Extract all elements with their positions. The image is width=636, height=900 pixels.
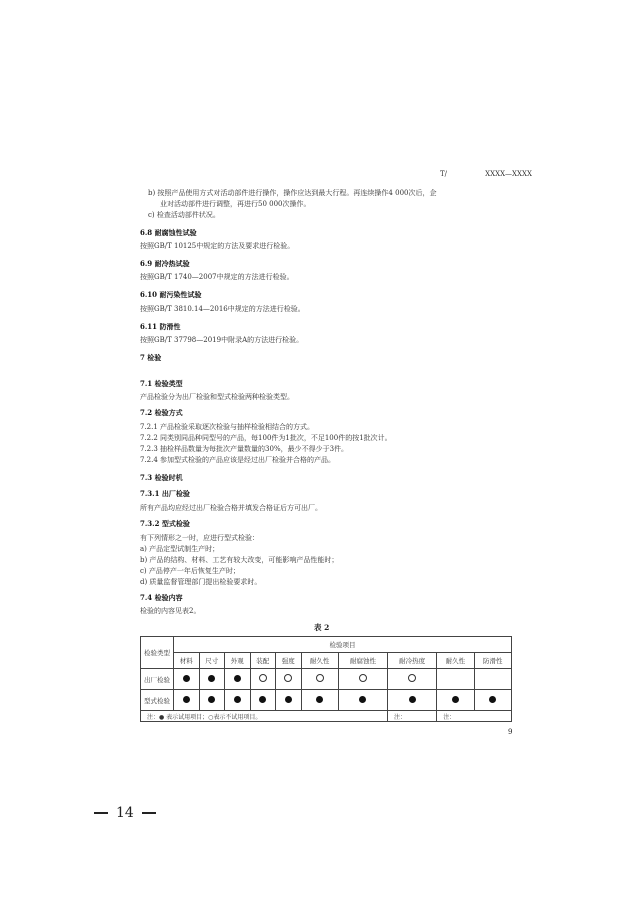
filled-dot-icon — [359, 696, 366, 703]
text-line: 7.2.1 产品检验采取逐次检验与抽样检验相结合的方式。 — [140, 423, 315, 431]
col-header-type: 检验类型 — [141, 637, 174, 669]
filled-dot-icon — [316, 696, 323, 703]
mark-cell — [174, 690, 200, 711]
inspection-table — [140, 636, 512, 722]
mark-cell — [338, 690, 387, 711]
item-header: 材料 — [174, 653, 200, 669]
header-right: XXXX—XXXX — [485, 170, 532, 178]
text-line: 7.2.3 抽检样品数量为每批次产量数量的30%，最少不得少于3件。 — [140, 445, 349, 453]
footer — [94, 805, 156, 821]
filled-dot-icon — [234, 696, 241, 703]
item-header: 防滑性 — [474, 653, 511, 669]
filled-dot-icon — [452, 696, 459, 703]
mark-cell — [388, 690, 437, 711]
row-label: 型式检验 — [141, 690, 174, 711]
mark-cell — [250, 690, 276, 711]
text-line: a) 产品定型试制生产时； — [140, 545, 220, 553]
section-heading: 6.11 防滑性 — [140, 322, 181, 331]
mark-cell — [225, 669, 251, 690]
text-line: b) 产品的结构、材料、工艺有较大改变，可能影响产品性能时； — [140, 556, 339, 564]
text-line: 检验的内容见表2。 — [140, 607, 201, 615]
filled-dot-icon — [285, 696, 292, 703]
filled-dot-icon — [234, 675, 241, 682]
running-header — [440, 170, 532, 178]
mark-cell — [225, 690, 251, 711]
text-line: 产品检验分为出厂检验和型式检验两种检验类型。 — [140, 393, 294, 401]
section-heading: 7.3.2 型式检验 — [140, 519, 190, 528]
table-note: 注：● 表示试用项目；○表示不试用项目。 — [141, 711, 388, 722]
hollow-circle-icon — [284, 674, 292, 682]
text-line: 所有产品均应经过出厂检验合格并填发合格证后方可出厂。 — [140, 504, 322, 512]
filled-dot-icon — [183, 675, 190, 682]
text-line: c) 产品停产一年后恢复生产时； — [140, 567, 240, 575]
section-heading: 7.4 检验内容 — [140, 593, 183, 602]
hollow-circle-icon — [316, 674, 324, 682]
filled-dot-icon — [259, 696, 266, 703]
footer-number: 14 — [116, 805, 134, 821]
section-heading: 6.9 耐冷热试验 — [140, 259, 190, 268]
item-header: 耐久性 — [301, 653, 338, 669]
text-line: 有下列情形之一时，应进行型式检验： — [140, 534, 259, 542]
text-line: d) 质量监督管理部门提出检验要求时。 — [140, 578, 262, 586]
mark-cell — [199, 669, 225, 690]
filled-dot-icon — [208, 696, 215, 703]
table-note-right-2: 注： — [437, 711, 512, 722]
text-line: 7.2.2 同类别同品种同型号的产品，每100件为1批次，不足100件的按1批次计。 — [140, 434, 392, 442]
table-caption: 表 2 — [314, 623, 330, 632]
section-heading: 7.1 检验类型 — [140, 379, 183, 388]
mark-cell — [276, 669, 302, 690]
mark-cell — [250, 669, 276, 690]
mark-cell — [301, 690, 338, 711]
text-line: c) 检查活动部件状况。 — [148, 211, 220, 219]
section-heading: 7.3 检验时机 — [140, 473, 183, 482]
page-number: 9 — [508, 728, 513, 736]
item-header: 耐久性 — [437, 653, 474, 669]
mark-cell — [437, 669, 474, 690]
section-heading: 7.2 检验方式 — [140, 408, 183, 417]
table-note-right-1: 注： — [388, 711, 437, 722]
text-line: 按照GB/T 3810.14—2016中规定的方法进行检验。 — [140, 305, 305, 313]
footer-dash-left — [94, 812, 108, 814]
section-heading: 6.8 耐腐蚀性试验 — [140, 228, 197, 237]
text-line: 业对活动部件进行调整，再进行50 000次操作。 — [160, 200, 311, 208]
item-header: 外观 — [225, 653, 251, 669]
filled-dot-icon — [489, 696, 496, 703]
section-heading: 7 检验 — [140, 353, 162, 362]
hollow-circle-icon — [408, 674, 416, 682]
mark-cell — [338, 669, 387, 690]
item-header: 强度 — [276, 653, 302, 669]
section-heading: 6.10 耐污染性试验 — [140, 290, 202, 299]
mark-cell — [276, 690, 302, 711]
item-header: 尺寸 — [199, 653, 225, 669]
header-left: T/ — [440, 170, 448, 178]
filled-dot-icon — [208, 675, 215, 682]
row-label: 出厂检验 — [141, 669, 174, 690]
group-header: 检验项目 — [174, 637, 512, 653]
footer-dash-right — [142, 812, 156, 814]
hollow-circle-icon — [359, 674, 367, 682]
text-line: 按照GB/T 10125中规定的方法及要求进行检验。 — [140, 242, 295, 250]
filled-dot-icon — [183, 696, 190, 703]
filled-dot-icon — [409, 696, 416, 703]
item-header: 耐腐蚀性 — [338, 653, 387, 669]
mark-cell — [437, 690, 474, 711]
mark-cell — [474, 690, 511, 711]
text-line: b) 按照产品使用方式对活动部件进行操作，操作应达到最大行程。再连续操作4 000次后，企 — [148, 189, 437, 197]
mark-cell — [474, 669, 511, 690]
hollow-circle-icon — [259, 674, 267, 682]
text-line: 7.2.4 参加型式检验的产品应该是经过出厂检验并合格的产品。 — [140, 456, 336, 464]
item-header: 耐冷热度 — [388, 653, 437, 669]
text-line: 按照GB/T 37798—2019中附录A的方法进行检验。 — [140, 336, 304, 344]
text-line: 按照GB/T 1740—2007中规定的方法进行检验。 — [140, 273, 294, 281]
section-heading: 7.3.1 出厂检验 — [140, 489, 190, 498]
mark-cell — [388, 669, 437, 690]
mark-cell — [301, 669, 338, 690]
mark-cell — [199, 690, 225, 711]
mark-cell — [174, 669, 200, 690]
item-header: 装配 — [250, 653, 276, 669]
